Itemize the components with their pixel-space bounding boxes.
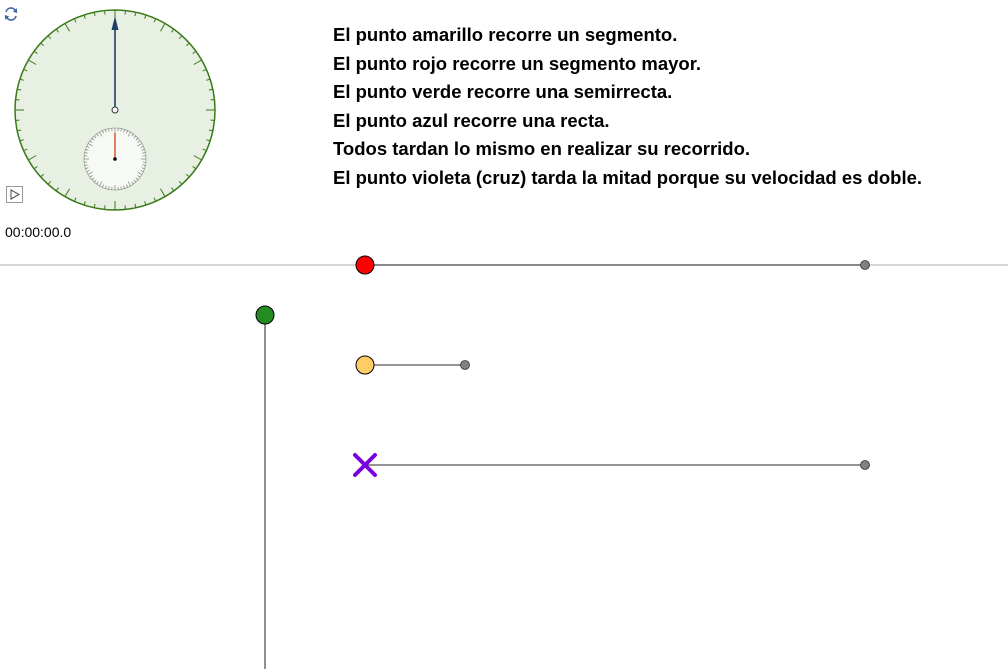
yellow-point[interactable] — [356, 356, 374, 374]
play-button[interactable] — [6, 186, 23, 203]
green-point[interactable] — [256, 306, 274, 324]
stopwatch-subdial-pivot — [113, 157, 117, 161]
instruction-yellow: El punto amarillo recorre un segmento. — [333, 24, 678, 45]
violet-segment-endpoint[interactable] — [861, 461, 870, 470]
red-point[interactable] — [356, 256, 374, 274]
timer-readout: 00:00:00.0 — [5, 224, 72, 240]
stopwatch — [15, 10, 215, 210]
play-icon — [7, 187, 22, 202]
instruction-blue: El punto azul recorre una recta. — [333, 109, 610, 131]
instruction-red: El punto rojo recorre un segmento mayor. — [333, 52, 702, 74]
instructions-list — [333, 22, 922, 194]
stopwatch-pivot — [112, 107, 118, 113]
instruction-violet: El punto violeta (cruz) tarda la mitad porque su velocidad es doble. — [333, 166, 923, 188]
instruction-green: El punto verde recorre una semirrecta. — [333, 81, 673, 103]
instruction-all: Todos tardan lo mismo en realizar su recorrido. — [333, 138, 751, 160]
red-segment-endpoint[interactable] — [861, 261, 870, 270]
reset-icon[interactable] — [3, 6, 19, 22]
yellow-segment-endpoint[interactable] — [461, 361, 470, 370]
